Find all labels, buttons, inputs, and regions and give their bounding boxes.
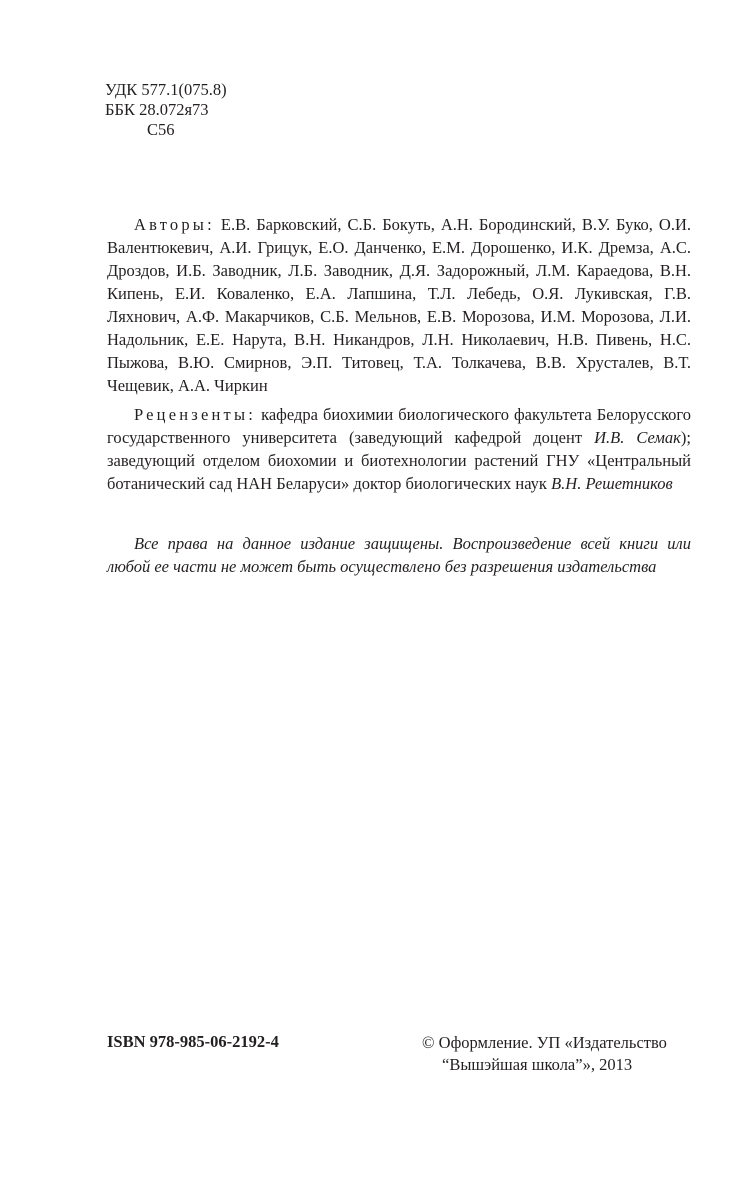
- bbk-code: ББК 28.072я73: [105, 100, 209, 119]
- rights-notice: Все права на данное издание защищены. Воспроизведение всей книги или любой ее части не может быть осуществлено без разрешения издательства: [107, 534, 691, 576]
- reviewers-text-2: ); заведующий отделом биохомии и биотехнологии растений ГНУ «Центральный ботанический сад НАН Беларуси» доктор биологических наук: [107, 428, 691, 493]
- reviewer-name-1: И.В. Семак: [594, 428, 681, 447]
- authors-label: Авторы:: [134, 215, 215, 234]
- isbn-number: ISBN 978-985-06-2192-4: [107, 1032, 279, 1051]
- reviewers-text-1: кафедра биохимии биологического факультета Белорусского государственного университета (заведующий кафедрой доцент: [107, 405, 691, 447]
- authors-paragraph: [107, 213, 691, 397]
- authors-list: Е.В. Барковский, С.Б. Бокуть, А.Н. Бородинский, В.У. Буко, О.И. Валентюкевич, А.И. Грицук, Е.О. Данченко, Е.М. Дорошенко, И.К. Дремза, А.С. Дроздов, И.Б. Заводник, Л.Б. Заводник, Д.Я. Задорожный, Л.М. Караедова, В.Н. Кипень, Е.И. Коваленко, Е.А. Лапшина, Т.Л. Лебедь, О.Я. Лукивская, Г.В. Ляхнович, А.Ф. Макарчиков, С.Б. Мельнов, Е.В. Морозова, И.М. Морозова, Л.И. Надольник, Е.Е. Нарута, В.Н. Никандров, Л.Н. Николаевич, Н.В. Пивень, Н.С. Пыжова, В.Ю. Смирнов, Э.П. Титовец, Т.А. Толкачева, В.В. Хрусталев, В.Т. Чещевик, А.А. Чиркин: [107, 215, 692, 395]
- copyright-line-2: “Вышэйшая школа”», 2013: [442, 1055, 633, 1074]
- reviewers-label: Рецензенты:: [134, 405, 257, 424]
- author-mark: С56: [147, 120, 175, 139]
- udk-code: УДК 577.1(075.8): [105, 80, 227, 99]
- reviewer-name-2: В.Н. Решетников: [551, 474, 673, 493]
- copyright-notice: [422, 1032, 667, 1076]
- reviewers-paragraph: [107, 403, 691, 495]
- copyright-line-1: © Оформление. УП «Издательство: [422, 1033, 667, 1052]
- authors-section: [107, 213, 691, 397]
- classification-codes: [105, 80, 227, 140]
- rights-section: [107, 532, 691, 578]
- reviewers-section: [107, 403, 691, 495]
